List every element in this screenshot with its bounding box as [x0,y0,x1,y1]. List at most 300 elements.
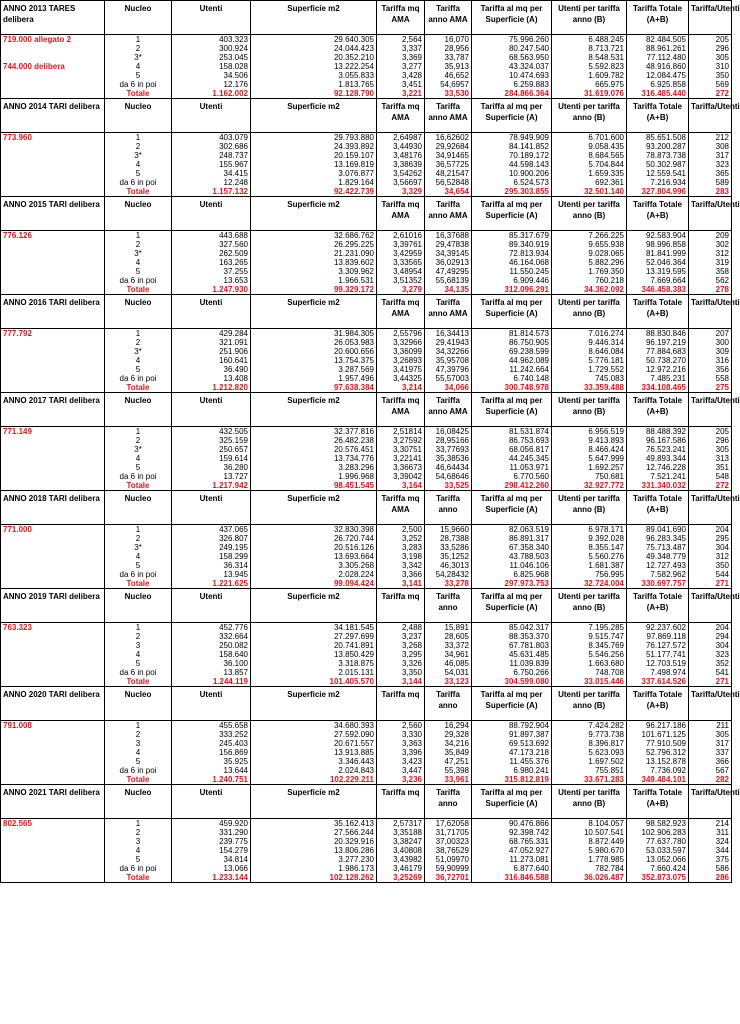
cell-tariffa-utenti: 541 [689,668,732,677]
cell-tariffa-totale: 48.916.860 [627,62,689,71]
label-cell [1,80,105,89]
total-nucleo: Totale [105,677,172,687]
table-row [1,721,732,731]
cell-nucleo: 4 [105,552,172,561]
column-header-nucleo: Nucleo [105,1,172,35]
cell-tariffa-b: 1.609.782 [552,71,627,80]
label-cell [1,240,105,249]
cell-superficie: 13.222.254 [251,62,377,71]
cell-tariffa-anno: 33,77693 [425,445,472,454]
cell-nucleo: da 6 in poi [105,80,172,89]
column-header-tariffa-mq: Tariffa mq AMA [377,1,425,35]
block-title: ANNO 2017 TARI delibera [1,393,105,427]
cell-tariffa-b: 8.646.084 [552,347,627,356]
total-row [1,89,732,99]
label-cell [1,71,105,80]
cell-tariffa-utenti: 311 [689,828,732,837]
table-row [1,249,732,258]
cell-tariffa-anno: 29,47838 [425,240,472,249]
table-row [1,267,732,276]
total-tariffa-anno: 33,961 [425,775,472,785]
column-header-tariffa-a: Tariffa al mq per Superficie (A) [472,589,552,623]
column-header-tariffa-b: Utenti per tariffa anno (B) [552,1,627,35]
cell-tariffa-utenti: 567 [689,766,732,775]
column-header-tariffa-anno: Tariffa anno [425,785,472,819]
cell-superficie: 1.813.765 [251,80,377,89]
cell-superficie: 26.482.238 [251,436,377,445]
delibera-amount: 744.000 delibera [1,62,105,71]
column-header-utenti: Utenti [172,491,251,525]
cell-tariffa-totale: 76.127.572 [627,641,689,650]
cell-tariffa-totale: 52.046.364 [627,258,689,267]
cell-tariffa-b: 1.697.502 [552,757,627,766]
cell-tariffa-a: 86.891.317 [472,534,552,543]
cell-utenti: 455.658 [172,721,251,731]
cell-tariffa-a: 6.259.883 [472,80,552,89]
cell-nucleo: da 6 in poi [105,766,172,775]
column-header-tariffa-utenti: Tariffa/Utenti [689,785,732,819]
cell-tariffa-utenti: 214 [689,819,732,829]
cell-tariffa-b: 7.195.285 [552,623,627,633]
cell-tariffa-mq: 3,44930 [377,142,425,151]
label-cell [1,552,105,561]
cell-tariffa-utenti: 296 [689,436,732,445]
total-utenti: 1.247.930 [172,285,251,295]
column-header-tariffa-utenti: Tariffa/Utenti [689,687,732,721]
cell-utenti: 245.403 [172,739,251,748]
column-header-tariffa-totale: Tariffa Totale (A+B) [627,687,689,721]
cell-tariffa-a: 11.550.245 [472,267,552,276]
block-header-row [1,785,732,819]
column-header-utenti: Utenti [172,589,251,623]
cell-nucleo: 3* [105,347,172,356]
cell-tariffa-anno: 16,08425 [425,427,472,437]
cell-superficie: 3.287.569 [251,365,377,374]
total-tariffa-utenti: 282 [689,775,732,785]
cell-tariffa-anno: 16,62602 [425,133,472,143]
total-tariffa-mq: 3,214 [377,383,425,393]
cell-tariffa-mq: 3,337 [377,44,425,53]
cell-tariffa-anno: 55,398 [425,766,472,775]
cell-tariffa-utenti: 211 [689,721,732,731]
cell-tariffa-a: 86.753.693 [472,436,552,445]
cell-tariffa-utenti: 302 [689,240,732,249]
label-cell [1,775,105,785]
cell-tariffa-mq: 3,27592 [377,436,425,445]
table-row [1,427,732,437]
cell-utenti: 36.100 [172,659,251,668]
table-row [1,160,732,169]
total-tariffa-mq: 3,329 [377,187,425,197]
cell-nucleo: 1 [105,525,172,535]
table-row [1,445,732,454]
cell-tariffa-a: 75.996.260 [472,35,552,45]
cell-utenti: 34.506 [172,71,251,80]
table-row [1,543,732,552]
cell-tariffa-anno: 38,76529 [425,846,472,855]
cell-tariffa-a: 11.053.971 [472,463,552,472]
total-superficie: 97.638.384 [251,383,377,393]
cell-tariffa-utenti: 358 [689,267,732,276]
cell-tariffa-b: 6.701.600 [552,133,627,143]
cell-tariffa-utenti: 204 [689,623,732,633]
cell-tariffa-b: 5.592.823 [552,62,627,71]
cell-tariffa-anno: 37,00323 [425,837,472,846]
total-tariffa-b: 33.671.283 [552,775,627,785]
column-header-tariffa-totale: Tariffa Totale (A+B) [627,589,689,623]
cell-nucleo: da 6 in poi [105,276,172,285]
table-row [1,534,732,543]
cell-nucleo: 3* [105,543,172,552]
cell-superficie: 1.957.496 [251,374,377,383]
cell-tariffa-utenti: 308 [689,142,732,151]
total-nucleo: Totale [105,481,172,491]
cell-tariffa-mq: 3,46179 [377,864,425,873]
cell-tariffa-totale: 7.660.424 [627,864,689,873]
cell-tariffa-a: 84.141.852 [472,142,552,151]
total-utenti: 1.244.119 [172,677,251,687]
cell-nucleo: 4 [105,160,172,169]
total-tariffa-mq: 3,279 [377,285,425,295]
cell-tariffa-a: 88.792.904 [472,721,552,731]
cell-tariffa-anno: 47,251 [425,757,472,766]
cell-nucleo: da 6 in poi [105,570,172,579]
cell-utenti: 262.509 [172,249,251,258]
cell-tariffa-utenti: 312 [689,249,732,258]
total-superficie: 99.094.424 [251,579,377,589]
column-header-nucleo: Nucleo [105,99,172,133]
cell-tariffa-totale: 77.910.509 [627,739,689,748]
label-cell [1,365,105,374]
total-tariffa-a: 300.748.978 [472,383,552,393]
cell-tariffa-anno: 46,64434 [425,463,472,472]
column-header-tariffa-anno: Tariffa anno [425,589,472,623]
cell-tariffa-a: 82.063.519 [472,525,552,535]
cell-tariffa-a: 6.770.560 [472,472,552,481]
cell-tariffa-anno: 15,9660 [425,525,472,535]
cell-tariffa-utenti: 350 [689,561,732,570]
cell-utenti: 12.248 [172,178,251,187]
cell-tariffa-anno: 31,71705 [425,828,472,837]
table-row [1,240,732,249]
cell-tariffa-mq: 2,57317 [377,819,425,829]
cell-tariffa-anno: 48,21547 [425,169,472,178]
cell-utenti: 13.727 [172,472,251,481]
column-header-nucleo: Nucleo [105,785,172,819]
cell-tariffa-totale: 53.033.597 [627,846,689,855]
cell-tariffa-mq: 3,363 [377,739,425,748]
column-header-tariffa-a: Tariffa al mq per Superficie (A) [472,687,552,721]
cell-tariffa-totale: 52.796.312 [627,748,689,757]
cell-tariffa-a: 69.513.692 [472,739,552,748]
delibera-amount: 763.323 [1,623,105,633]
label-cell [1,543,105,552]
cell-tariffa-utenti: 548 [689,472,732,481]
cell-tariffa-a: 69.238.599 [472,347,552,356]
cell-tariffa-a: 44.962.089 [472,356,552,365]
table-row [1,757,732,766]
cell-tariffa-a: 6.524.573 [472,178,552,187]
cell-tariffa-totale: 97.869.118 [627,632,689,641]
cell-tariffa-b: 9.028.065 [552,249,627,258]
cell-tariffa-utenti: 310 [689,62,732,71]
cell-tariffa-b: 9.655.938 [552,240,627,249]
cell-tariffa-a: 6.740.148 [472,374,552,383]
cell-tariffa-a: 47.173.218 [472,748,552,757]
delibera-amount: 791.008 [1,721,105,731]
block-title: ANNO 2014 TARI delibera [1,99,105,133]
cell-tariffa-totale: 77.112.480 [627,53,689,62]
cell-tariffa-b: 1.681.387 [552,561,627,570]
total-tariffa-utenti: 271 [689,579,732,589]
cell-tariffa-utenti: 352 [689,659,732,668]
cell-nucleo: da 6 in poi [105,178,172,187]
cell-superficie: 13.693.664 [251,552,377,561]
total-tariffa-anno: 34,135 [425,285,472,295]
block-header-row [1,1,732,35]
label-cell [1,160,105,169]
cell-tariffa-anno: 35,38536 [425,454,472,463]
cell-nucleo: 4 [105,356,172,365]
cell-tariffa-utenti: 562 [689,276,732,285]
column-header-tariffa-utenti: Tariffa/Utenti [689,393,732,427]
table-row [1,561,732,570]
column-header-tariffa-anno: Tariffa anno AMA [425,197,472,231]
cell-tariffa-mq: 3,36673 [377,463,425,472]
cell-utenti: 37.255 [172,267,251,276]
column-header-nucleo: Nucleo [105,295,172,329]
cell-tariffa-anno: 54,28432 [425,570,472,579]
cell-tariffa-b: 7.016.274 [552,329,627,339]
total-tariffa-mq: 3,25269 [377,873,425,883]
cell-tariffa-utenti: 365 [689,169,732,178]
table-row [1,80,732,89]
cell-tariffa-mq: 3,369 [377,53,425,62]
cell-tariffa-b: 5.560.276 [552,552,627,561]
table-row [1,231,732,241]
cell-tariffa-totale: 50.738.270 [627,356,689,365]
cell-tariffa-a: 11.242.664 [472,365,552,374]
cell-tariffa-mq: 2,64987 [377,133,425,143]
cell-tariffa-utenti: 366 [689,757,732,766]
column-header-superficie: Superficie m2 [251,589,377,623]
label-cell [1,561,105,570]
label-cell [1,374,105,383]
total-tariffa-a: 297.973.753 [472,579,552,589]
column-header-tariffa-totale: Tariffa Totale (A+B) [627,393,689,427]
cell-utenti: 36.490 [172,365,251,374]
cell-tariffa-anno: 51,09970 [425,855,472,864]
cell-tariffa-anno: 34,961 [425,650,472,659]
table-row [1,846,732,855]
total-tariffa-utenti: 272 [689,481,732,491]
cell-nucleo: 1 [105,427,172,437]
cell-nucleo: 2 [105,534,172,543]
label-cell [1,338,105,347]
total-tariffa-utenti: 271 [689,677,732,687]
total-row [1,579,732,589]
total-row [1,873,732,883]
cell-superficie: 3.305.268 [251,561,377,570]
cell-tariffa-b: 5.980.670 [552,846,627,855]
column-header-superficie: Superficie m2 [251,491,377,525]
block-header-row [1,491,732,525]
cell-nucleo: 2 [105,828,172,837]
cell-tariffa-b: 1.692.257 [552,463,627,472]
cell-tariffa-anno: 36,02913 [425,258,472,267]
label-cell [1,739,105,748]
cell-tariffa-totale: 77.884.683 [627,347,689,356]
cell-utenti: 13.644 [172,766,251,775]
cell-utenti: 331.290 [172,828,251,837]
cell-nucleo: 1 [105,819,172,829]
cell-tariffa-anno: 29,41943 [425,338,472,347]
cell-tariffa-mq: 3,326 [377,659,425,668]
total-row [1,775,732,785]
cell-tariffa-totale: 7.669.664 [627,276,689,285]
cell-tariffa-b: 8.104.057 [552,819,627,829]
cell-tariffa-anno: 54,68646 [425,472,472,481]
total-tariffa-a: 295.303.855 [472,187,552,197]
cell-tariffa-mq: 3,342 [377,561,425,570]
cell-tariffa-utenti: 295 [689,534,732,543]
cell-tariffa-anno: 56,52848 [425,178,472,187]
total-tariffa-utenti: 283 [689,187,732,197]
total-tariffa-anno: 33,525 [425,481,472,491]
cell-superficie: 20.352.210 [251,53,377,62]
cell-tariffa-a: 46.164.068 [472,258,552,267]
column-header-nucleo: Nucleo [105,589,172,623]
total-tariffa-mq: 3,236 [377,775,425,785]
total-tariffa-totale: 330.697.757 [627,579,689,589]
table-row [1,142,732,151]
cell-tariffa-b: 1.778.985 [552,855,627,864]
cell-nucleo: 1 [105,133,172,143]
cell-tariffa-b: 9.515.747 [552,632,627,641]
cell-tariffa-utenti: 209 [689,231,732,241]
cell-nucleo: 5 [105,659,172,668]
cell-tariffa-totale: 13.152.878 [627,757,689,766]
cell-tariffa-mq: 2,500 [377,525,425,535]
cell-nucleo: 1 [105,329,172,339]
cell-tariffa-a: 11.046.106 [472,561,552,570]
delibera-amount: 802.565 [1,819,105,829]
cell-nucleo: 1 [105,231,172,241]
cell-tariffa-b: 1.659.335 [552,169,627,178]
cell-tariffa-a: 80.247.540 [472,44,552,53]
total-utenti: 1.157.132 [172,187,251,197]
label-cell [1,285,105,295]
column-header-nucleo: Nucleo [105,393,172,427]
cell-tariffa-b: 9.413.893 [552,436,627,445]
cell-tariffa-a: 68.056.817 [472,445,552,454]
cell-tariffa-totale: 89.041.690 [627,525,689,535]
cell-utenti: 154.279 [172,846,251,855]
total-tariffa-mq: 3,141 [377,579,425,589]
column-header-superficie: Superficie m2 [251,1,377,35]
column-header-nucleo: Nucleo [105,687,172,721]
cell-tariffa-utenti: 323 [689,650,732,659]
label-cell [1,481,105,491]
label-cell [1,641,105,650]
cell-tariffa-mq: 3,350 [377,668,425,677]
cell-superficie: 35.162.413 [251,819,377,829]
cell-utenti: 302.686 [172,142,251,151]
cell-tariffa-b: 9.392.028 [552,534,627,543]
cell-tariffa-a: 6.980.241 [472,766,552,775]
cell-tariffa-a: 92.398.742 [472,828,552,837]
label-cell [1,757,105,766]
cell-tariffa-utenti: 294 [689,632,732,641]
cell-tariffa-mq: 3,330 [377,730,425,739]
cell-nucleo: 5 [105,757,172,766]
cell-superficie: 21.231.090 [251,249,377,258]
total-tariffa-mq: 3,221 [377,89,425,99]
label-cell [1,142,105,151]
label-cell [1,89,105,99]
cell-tariffa-totale: 93.200.287 [627,142,689,151]
cell-tariffa-totale: 102.906.283 [627,828,689,837]
cell-tariffa-a: 43.788.503 [472,552,552,561]
total-nucleo: Totale [105,579,172,589]
total-utenti: 1.240.751 [172,775,251,785]
table-row [1,151,732,160]
cell-tariffa-b: 9.058.435 [552,142,627,151]
cell-tariffa-mq: 3,38247 [377,837,425,846]
cell-tariffa-utenti: 207 [689,329,732,339]
column-header-utenti: Utenti [172,99,251,133]
cell-tariffa-mq: 3,277 [377,62,425,71]
block-title: ANNO 2019 TARI delibera [1,589,105,623]
cell-tariffa-mq: 3,40808 [377,846,425,855]
column-header-tariffa-b: Utenti per tariffa anno (B) [552,589,627,623]
block-header-row [1,687,732,721]
column-header-tariffa-b: Utenti per tariffa anno (B) [552,491,627,525]
cell-utenti: 13.408 [172,374,251,383]
column-header-utenti: Utenti [172,197,251,231]
label-cell [1,659,105,668]
cell-tariffa-a: 68.563.950 [472,53,552,62]
cell-tariffa-mq: 3,44325 [377,374,425,383]
cell-nucleo: 3 [105,641,172,650]
cell-tariffa-a: 6.909.446 [472,276,552,285]
cell-tariffa-totale: 85.651.508 [627,133,689,143]
cell-tariffa-utenti: 344 [689,846,732,855]
delibera-amount: 719.000 allegato 2 [1,35,105,45]
cell-superficie: 20.671.557 [251,739,377,748]
cell-tariffa-totale: 88.961.261 [627,44,689,53]
cell-nucleo: 2 [105,436,172,445]
cell-nucleo: da 6 in poi [105,472,172,481]
label-cell [1,677,105,687]
cell-nucleo: 1 [105,623,172,633]
cell-utenti: 459.920 [172,819,251,829]
total-row [1,187,732,197]
cell-tariffa-a: 45.631.485 [472,650,552,659]
label-cell [1,668,105,677]
column-header-tariffa-b: Utenti per tariffa anno (B) [552,197,627,231]
cell-tariffa-utenti: 544 [689,570,732,579]
cell-tariffa-mq: 3,54262 [377,169,425,178]
cell-tariffa-totale: 75.713.487 [627,543,689,552]
table-row [1,739,732,748]
delibera-amount: 771.149 [1,427,105,437]
cell-superficie: 3.277.230 [251,855,377,864]
cell-tariffa-b: 748.708 [552,668,627,677]
label-cell [1,276,105,285]
cell-tariffa-anno: 16,294 [425,721,472,731]
cell-nucleo: 3 [105,739,172,748]
